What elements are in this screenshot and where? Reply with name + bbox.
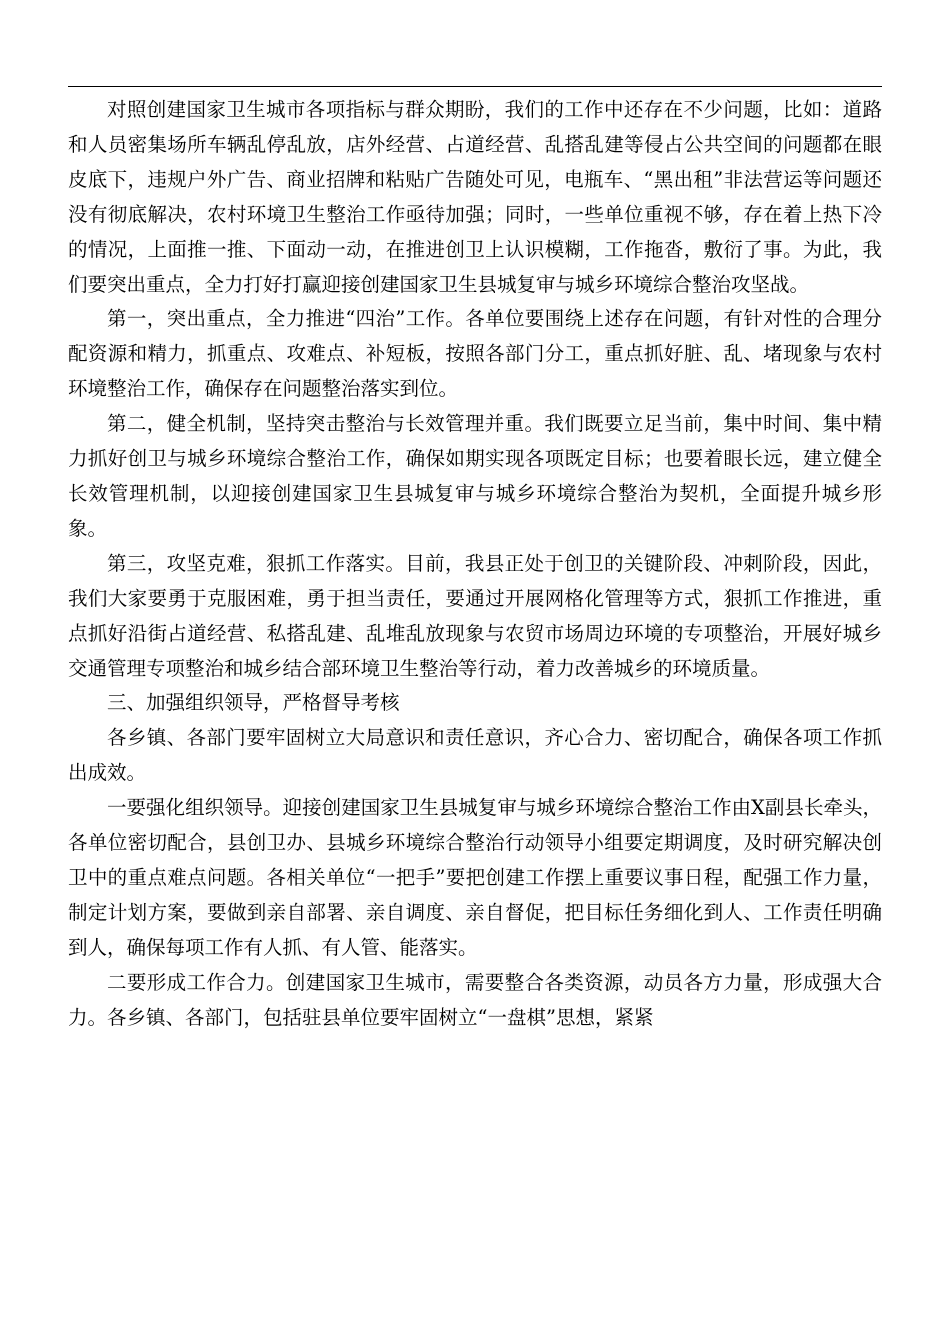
paragraph-synergy: 二要形成工作合力。创建国家卫生城市，需要整合各类资源，动员各方力量，形成强大合力。各乡镇、各部门，包括驻县单位要牢固树立“一盘棋”思想，紧紧 bbox=[68, 970, 882, 1029]
paragraph-second-point: 第二，健全机制，坚持突击整治与长效管理并重。我们既要立足当前，集中时间、集中精力抓好创卫与城乡环境综合整治工作，确保如期实现各项既定目标；也要着眼长远，建立健全长效管理机制，以迎接创建国家卫生县城复审与城乡环境综合整治为契机，全面提升城乡形象。 bbox=[68, 412, 882, 540]
paragraph-problems: 对照创建国家卫生城市各项指标与群众期盼，我们的工作中还存在不少问题，比如：道路和人员密集场所车辆乱停乱放，店外经营、占道经营、乱搭乱建等侵占公共空间的问题都在眼皮底下，违规户外广告、商业招牌和粘贴广告随处可见，电瓶车、“黑出租”非法营运等问题还没有彻底解决，农村环境卫生整治工作亟待加强；同时，一些单位重视不够，存在着上热下冷的情况，上面推一推、下面动一动，在推进创卫上认识模糊，工作拖沓，敷衍了事。为此，我们要突出重点，全力打好打赢迎接创建国家卫生县城复审与城乡环境综合整治攻坚战。 bbox=[68, 98, 882, 296]
paragraph-leadership: 一要强化组织领导。迎接创建国家卫生县城复审与城乡环境综合整治工作由X副县长牵头，各单位密切配合，县创卫办、县城乡环境综合整治行动领导小组要定期调度，及时研究解决创卫中的重点难点问题。各相关单位“一把手”要把创建工作摆上重要议事日程，配强工作力量，制定计划方案，要做到亲自部署、亲自调度、亲自督促，把目标任务细化到人、工作责任明确到人，确保每项工作有人抓、有人管、能落实。 bbox=[68, 796, 882, 959]
section-heading: 三、加强组织领导，严格督导考核 bbox=[107, 691, 400, 715]
paragraph-section-intro: 各乡镇、各部门要牢固树立大局意识和责任意识，齐心合力、密切配合，确保各项工作抓出成效。 bbox=[68, 726, 882, 785]
paragraph-third-point: 第三，攻坚克难，狠抓工作落实。目前，我县正处于创卫的关键阶段、冲刺阶段，因此，我们大家要勇于克服困难，勇于担当责任，要通过开展网格化管理等方式，狠抓工作推进，重点抓好沿街占道经营、私搭乱建、乱堆乱放现象与农贸市场周边环境的专项整治，开展好城乡交通管理专项整治和城乡结合部环境卫生整治等行动，着力改善城乡的环境质量。 bbox=[68, 551, 882, 680]
header-rule bbox=[68, 86, 882, 87]
paragraph-first-point: 第一，突出重点，全力推进“四治”工作。各单位要围绕上述存在问题，有针对性的合理分配资源和精力，抓重点、攻难点、补短板，按照各部门分工，重点抓好脏、乱、堵现象与农村环境整治工作，确保存在问题整治落实到位。 bbox=[68, 307, 882, 401]
document-body bbox=[68, 93, 882, 1035]
